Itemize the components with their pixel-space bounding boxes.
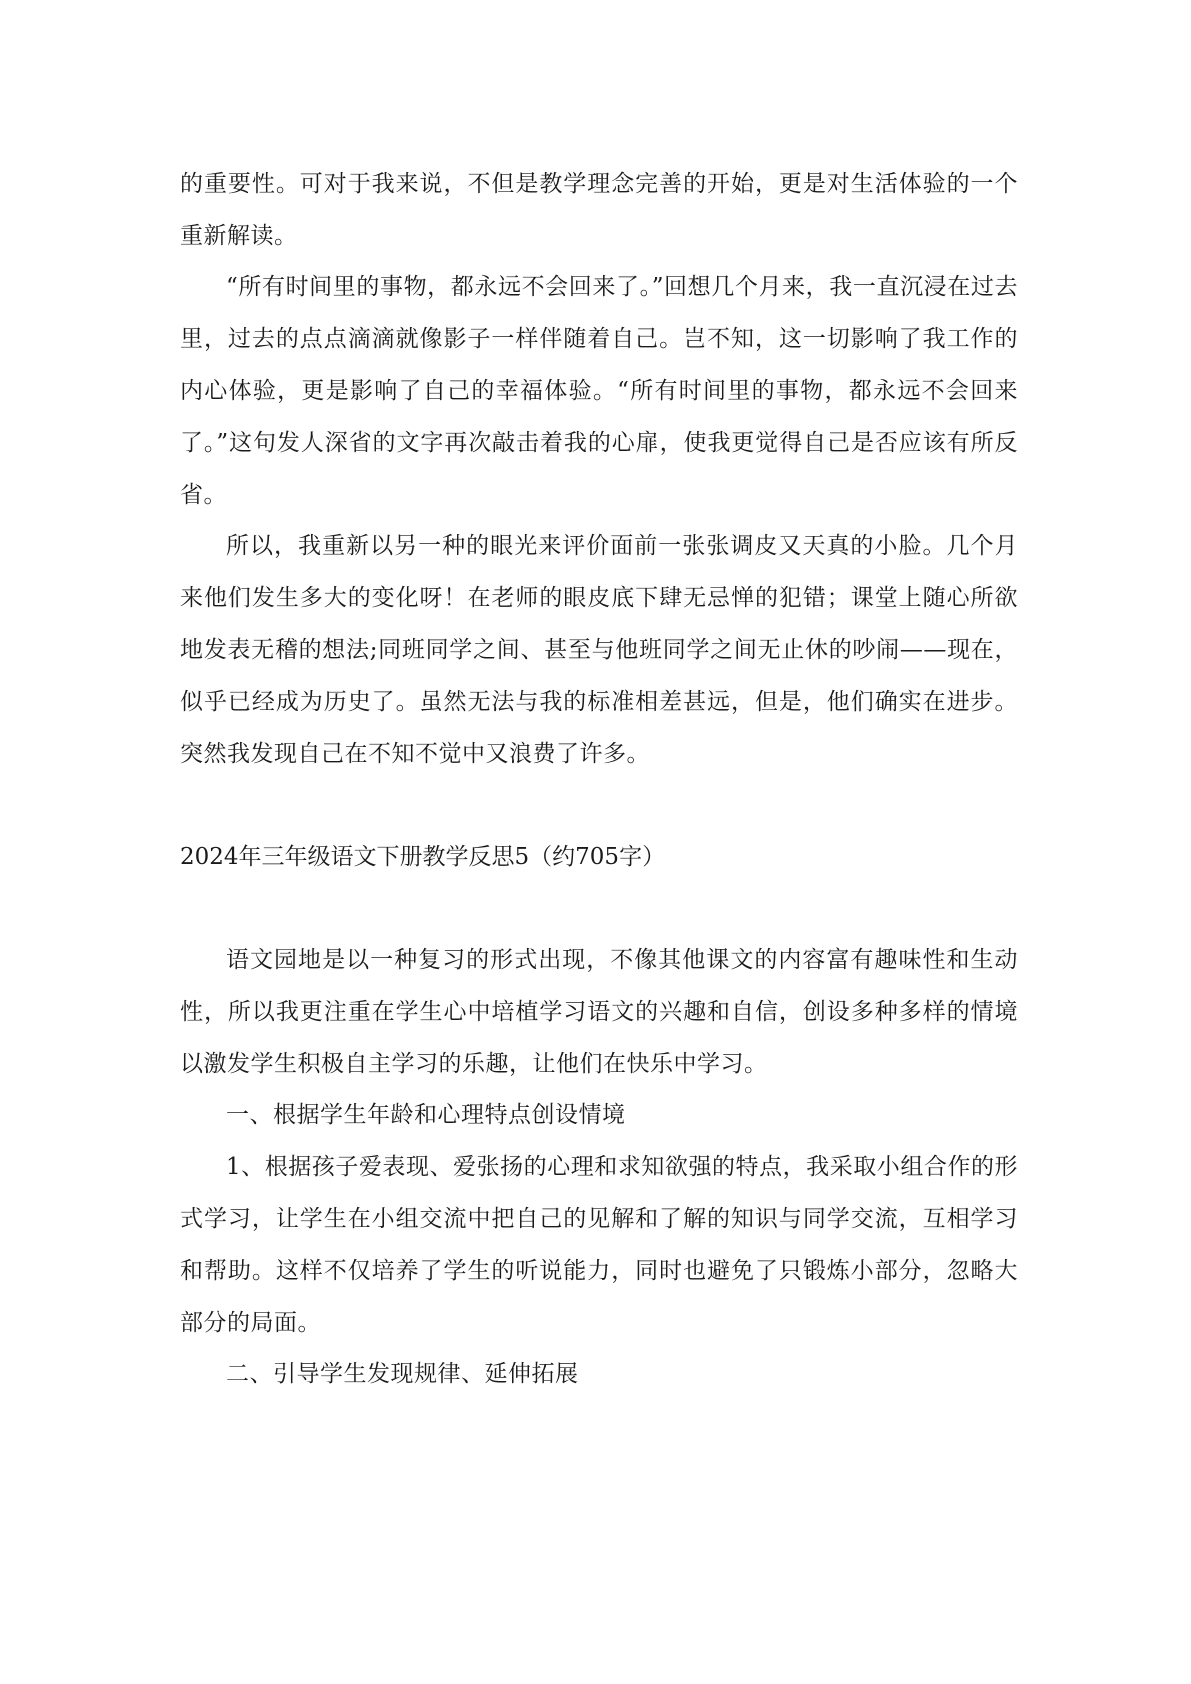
paragraph-continuation: 的重要性。可对于我来说，不但是教学理念完善的开始，更是对生活体验的一个重新解读。 [180, 171, 1018, 249]
paragraph-point-two-heading: 二、引导学生发现规律、延伸拓展 [226, 1361, 579, 1387]
paragraph-students-progress: 所以，我重新以另一种的眼光来评价面前一张张调皮又天真的小脸。几个月来他们发生多大的变化呀！在老师的眼皮底下肆无忌惮的犯错；课堂上随心所欲地发表无稽的想法;同班同学之间、甚至与他班同学之间无止休的吵闹——现在，似乎已经成为历史了。虽然无法与我的标准相差甚远，但是，他们确实在进步。突然我发现自己在不知不觉中又浪费了许多。 [180, 533, 1018, 767]
paragraph-point-one-heading: 一、根据学生年龄和心理特点创设情境 [226, 1102, 626, 1128]
section-title: 2024年三年级语文下册教学反思5（约705字） [180, 844, 666, 870]
paragraph-intro-yuwen-garden: 语文园地是以一种复习的形式出现，不像其他课文的内容富有趣味性和生动性，所以我更注重在学生心中培植学习语文的兴趣和自信，创设多种多样的情境以激发学生积极自主学习的乐趣，让他们在快乐中学习。 [180, 947, 1018, 1077]
paragraph-group-work: 1、根据孩子爱表现、爱张扬的心理和求知欲强的特点，我采取小组合作的形式学习，让学生在小组交流中把自己的见解和了解的知识与同学交流，互相学习和帮助。这样不仅培养了学生的听说能力，同时也避免了只锻炼小部分，忽略大部分的局面。 [180, 1154, 1018, 1336]
paragraph-time-reflection: “所有时间里的事物，都永远不会回来了。”回想几个月来，我一直沉浸在过去里，过去的点点滴滴就像影子一样伴随着自己。岂不知，这一切影响了我工作的内心体验，更是影响了自己的幸福体验。“所有时间里的事物，都永远不会回来了。”这句发人深省的文字再次敲击着我的心扉，使我更觉得自己是否应该有所反省。 [180, 274, 1018, 508]
